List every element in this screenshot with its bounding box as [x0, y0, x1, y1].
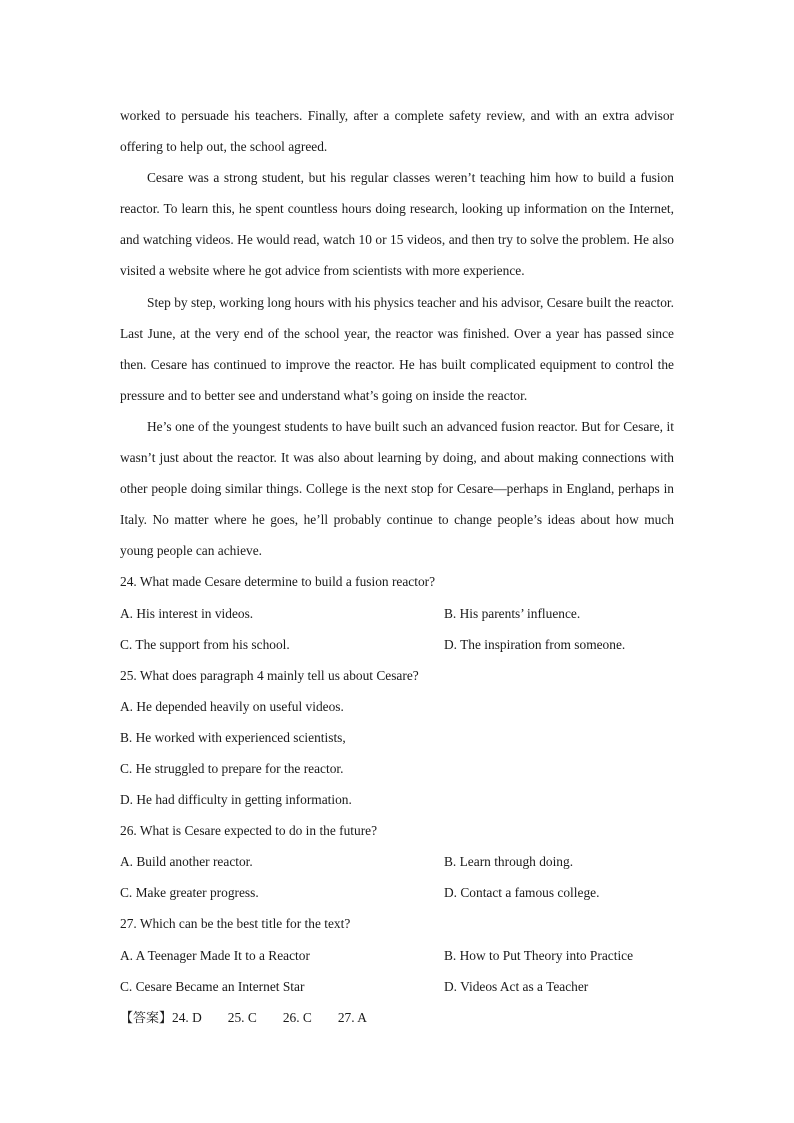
question-27-option-c: C. Cesare Became an Internet Star — [120, 978, 305, 994]
question-26-option-b: B. Learn through doing. — [444, 854, 574, 870]
answer-25: 25. C — [227, 1009, 257, 1025]
answer-24: 24. D — [172, 1009, 202, 1025]
question-26-options-row-2 — [120, 877, 674, 908]
passage-paragraph-2: Cesare was a strong student, but his regular classes weren’t teaching him how to build a fusion reactor. To learn this, he spent countless hours doing research, looking up information on the Internet, and watching videos. He would read, watch 10 or 15 videos, and then try to solve the problem. He also visited a website where he got advice from scientists with more experience. — [120, 170, 674, 279]
question-25-stem: 25. What does paragraph 4 mainly tell us about Cesare? — [120, 667, 419, 683]
question-24-options-row-2 — [120, 629, 674, 660]
question-24-options-row-1 — [120, 598, 674, 629]
question-25-option-b: B. He worked with experienced scientists, — [120, 729, 346, 745]
answer-26: 26. C — [282, 1009, 312, 1025]
question-27-option-a: A. A Teenager Made It to a Reactor — [120, 947, 310, 963]
question-24-option-d: D. The inspiration from someone. — [444, 636, 626, 652]
question-26-option-d: D. Contact a famous college. — [444, 885, 600, 901]
passage-paragraph-4: He’s one of the youngest students to have built such an advanced fusion reactor. But for Cesare, it wasn’t just about the reactor. It was also about learning by doing, and about making connections with other people doing similar things. College is the next stop for Cesare—perhaps in England, perhaps in Italy. No matter where he goes, he’ll probably continue to change people’s ideas about how much young people can achieve. — [120, 418, 674, 559]
question-24-stem: 24. What made Cesare determine to build a fusion reactor? — [120, 574, 436, 590]
question-27-option-b: B. How to Put Theory into Practice — [444, 947, 634, 963]
question-25-option-a: A. He depended heavily on useful videos. — [120, 698, 344, 714]
question-25-option-d: D. He had difficulty in getting information. — [120, 792, 352, 808]
answer-key — [120, 1002, 674, 1033]
question-27-option-d: D. Videos Act as a Teacher — [444, 978, 589, 994]
question-27-options-row-2 — [120, 971, 674, 1002]
question-26-option-a: A. Build another reactor. — [120, 854, 253, 870]
document-content — [120, 100, 674, 1033]
passage-paragraph-3: Step by step, working long hours with his physics teacher and his advisor, Cesare built the reactor. Last June, at the very end of the school year, the reactor was finished. Over a year has passed since then. Cesare has continued to improve the reactor. He has built complicated equipment to control the pressure and to better see and understand what’s going on inside the reactor. — [120, 294, 674, 403]
question-24-option-b: B. His parents’ influence. — [444, 605, 581, 621]
question-26-options-row-1 — [120, 846, 674, 877]
question-27-options-row-1 — [120, 940, 674, 971]
answer-label: 【答案】 — [120, 1010, 173, 1026]
question-26-stem: 26. What is Cesare expected to do in the future? — [120, 823, 378, 839]
question-27-stem: 27. Which can be the best title for the text? — [120, 916, 351, 932]
question-26-option-c: C. Make greater progress. — [120, 885, 259, 901]
passage-paragraph-1-continued: worked to persuade his teachers. Finally, after a complete safety review, and with an extra advisor offering to help out, the school agreed. — [120, 108, 674, 155]
answer-27: 27. A — [337, 1009, 367, 1025]
question-25-option-c: C. He struggled to prepare for the reactor. — [120, 760, 344, 776]
question-24-option-c: C. The support from his school. — [120, 636, 290, 652]
question-24-option-a: A. His interest in videos. — [120, 605, 254, 621]
